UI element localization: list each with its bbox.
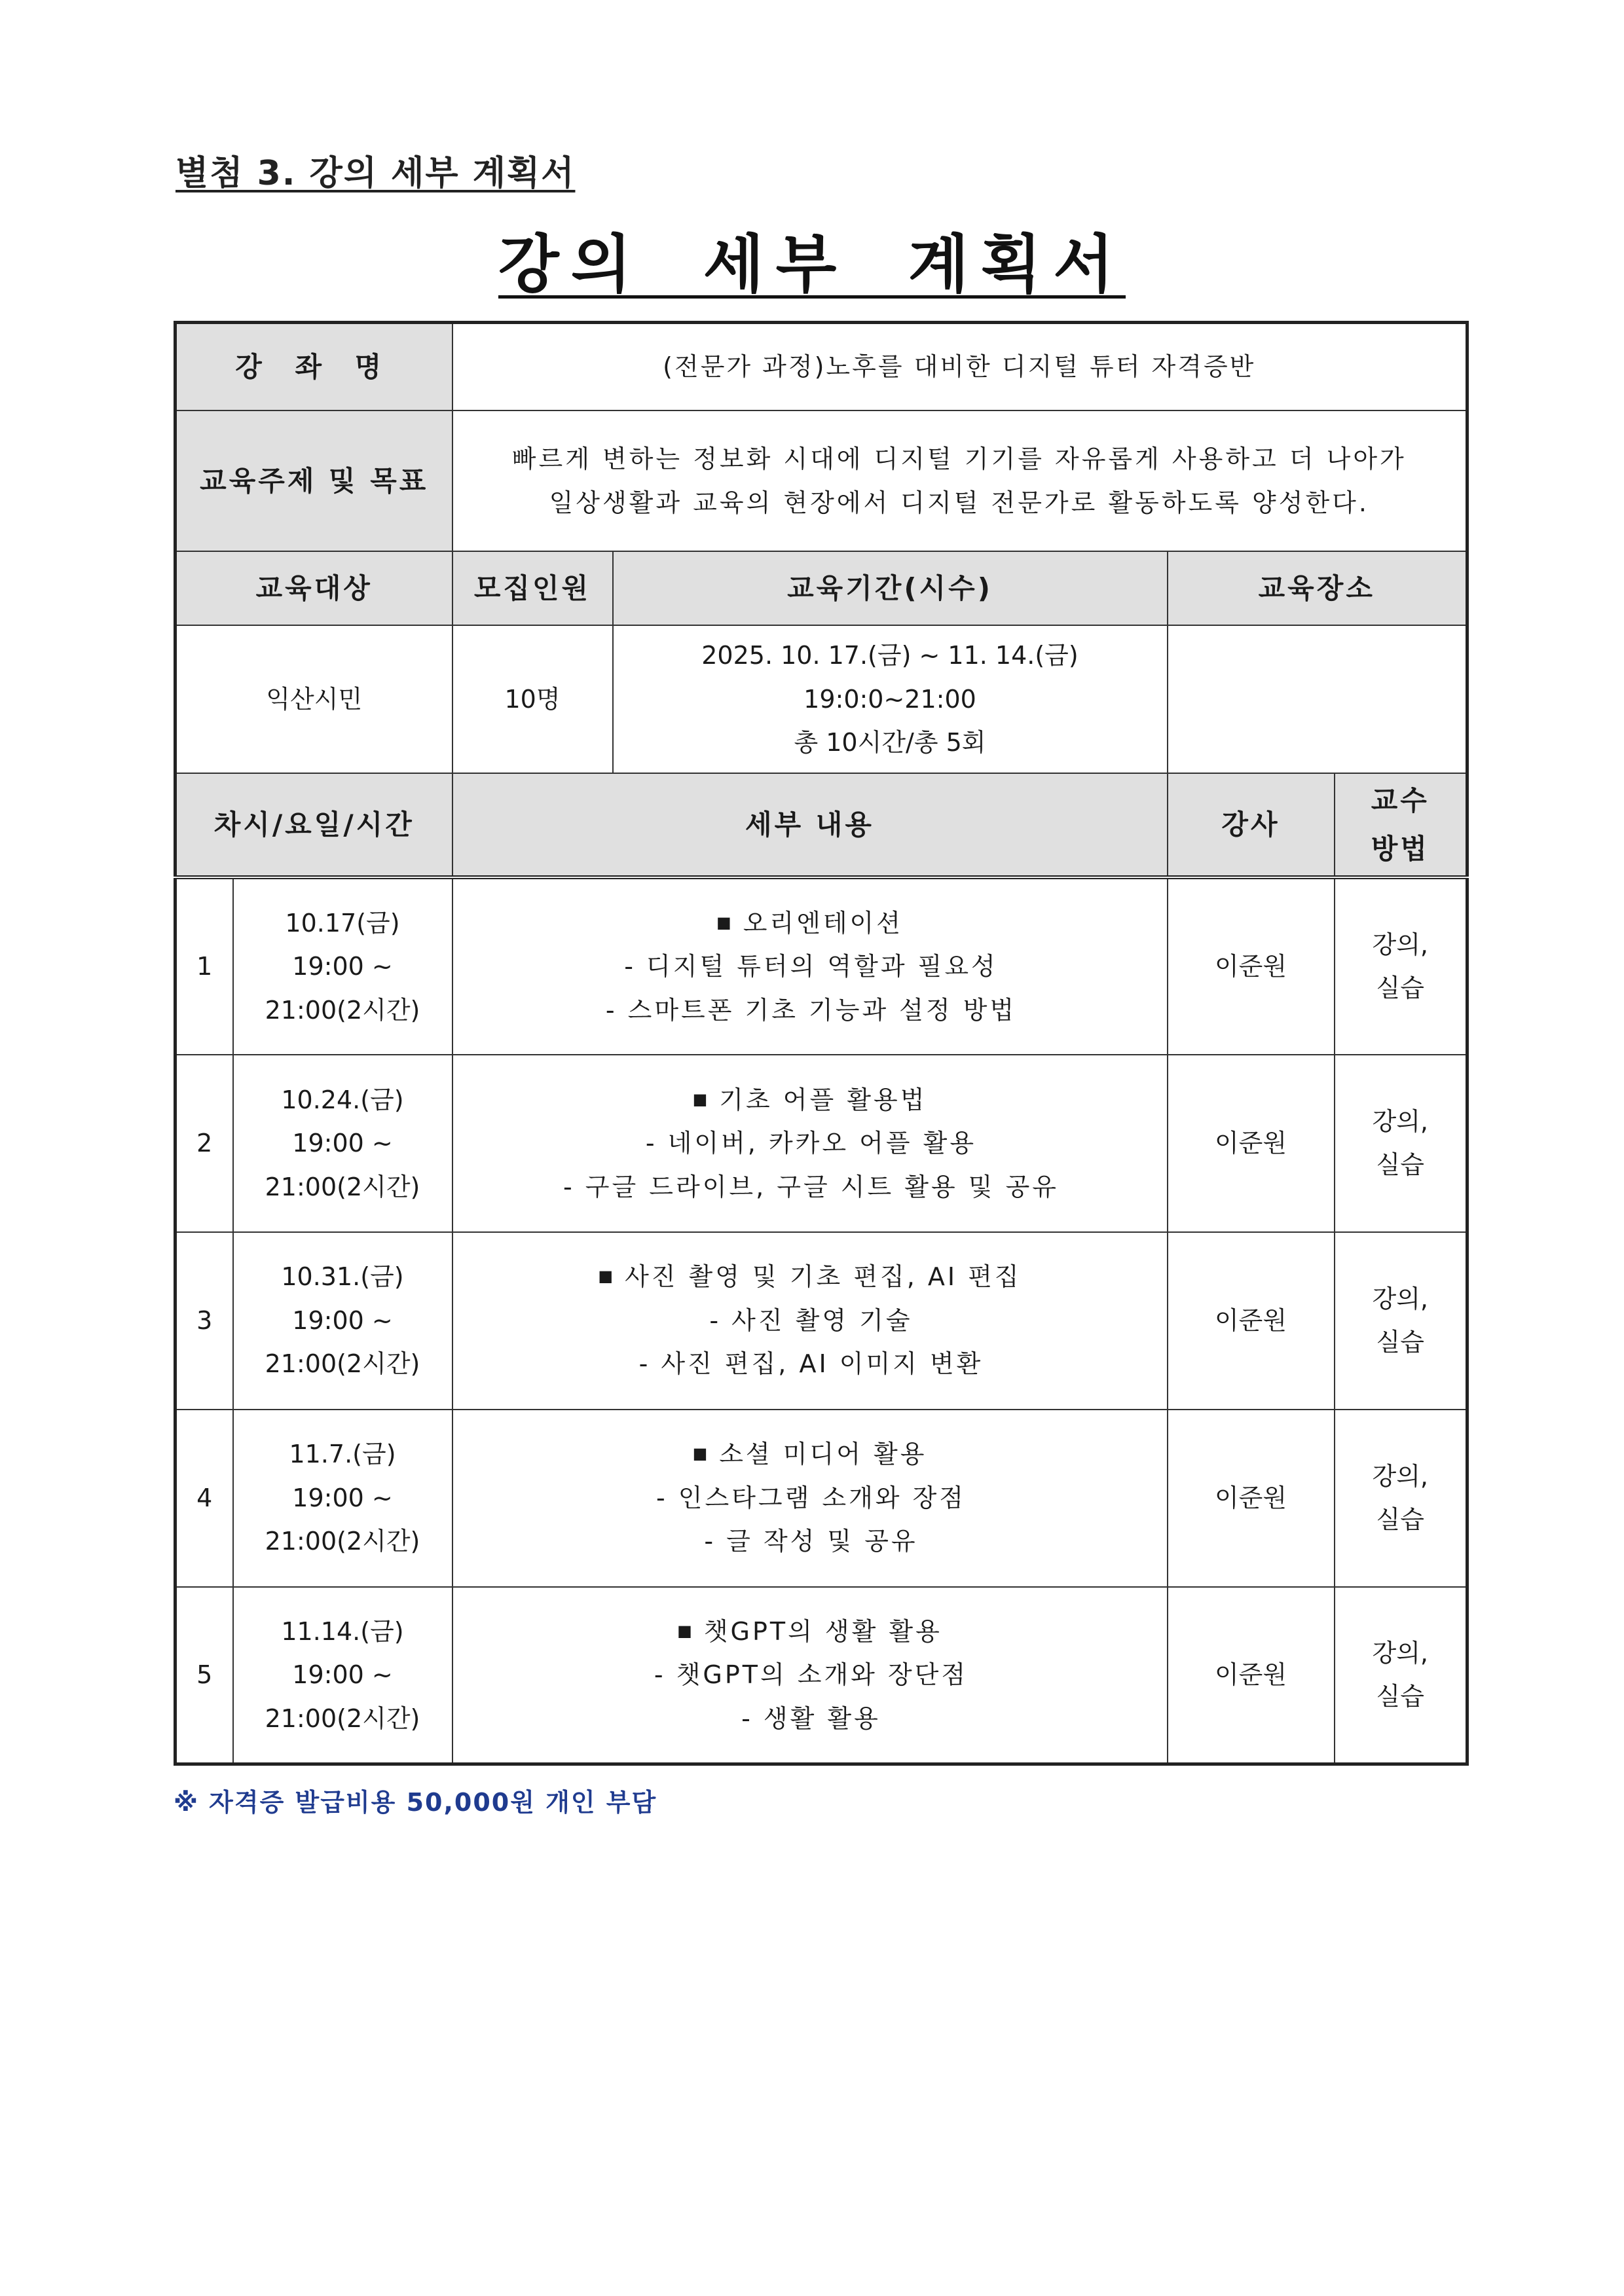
session-instructor: 이준원 [1168,1410,1335,1587]
session-topic: ■ 오리엔테이션 [460,902,1160,945]
session-content [452,1587,1168,1764]
session-item: - 글 작성 및 공유 [704,1527,918,1556]
course-name-label: 강 좌 명 [175,323,452,411]
session-number: 1 [175,877,233,1055]
session-header: 차시/요일/시간 [175,773,452,877]
session-method-line: 실습 [1376,1505,1424,1535]
info-header-row [175,551,1467,625]
session-content [452,1232,1168,1410]
session-date [233,877,452,1055]
schedule-header-row [175,773,1467,877]
target-value: 익산시민 [175,625,452,774]
session-method-line: 실습 [1376,1328,1424,1357]
session-row [175,1232,1467,1410]
session-item: - 인스타그램 소개와 장점 [655,1483,967,1512]
session-method-line: 강의, [1372,1638,1429,1667]
session-topic: ■ 챗GPT의 생활 활용 [460,1610,1160,1654]
session-date-line: 21:00(2시간) [265,995,420,1025]
session-date-line: 21:00(2시간) [265,1349,420,1379]
session-date-line: 10.17(금) [285,908,400,938]
goal-line: 빠르게 변하는 정보화 시대에 디지털 기기를 자유롭게 사용하고 더 나아가 [511,445,1407,474]
session-instructor: 이준원 [1168,1232,1335,1410]
location-header: 교육장소 [1168,551,1467,625]
session-date-line: 19:00 ~ [292,1129,393,1158]
info-value-row [175,625,1467,774]
session-topic: ■ 사진 촬영 및 기초 편집, AI 편집 [460,1255,1160,1299]
session-row [175,1055,1467,1232]
session-date-line: 10.24.(금) [281,1085,404,1114]
period-line: 2025. 10. 17.(금) ~ 11. 14.(금) [701,641,1079,670]
session-date-line: 19:00 ~ [292,1305,393,1335]
session-date-line: 19:00 ~ [292,1660,393,1689]
session-number: 4 [175,1410,233,1587]
session-date-line: 21:00(2시간) [265,1172,420,1201]
document-title [0,215,1624,304]
method-header-line: 방법 [1371,832,1430,865]
session-date-line: 19:00 ~ [292,1483,393,1512]
location-value [1168,625,1467,774]
session-date-line: 11.14.(금) [281,1616,404,1646]
method-header [1335,773,1467,877]
course-name: (전문가 과정)노후를 대비한 디지털 튜터 자격증반 [452,323,1467,411]
session-item: - 사진 촬영 기술 [709,1305,913,1335]
content-header: 세부 내용 [452,773,1168,877]
session-number: 2 [175,1055,233,1232]
session-instructor: 이준원 [1168,1587,1335,1764]
session-method [1335,1587,1467,1764]
session-date [233,1587,452,1764]
instructor-header: 강사 [1168,773,1335,877]
session-method [1335,1055,1467,1232]
session-instructor: 이준원 [1168,877,1335,1055]
session-method-line: 강의, [1372,930,1429,959]
session-date-line: 21:00(2시간) [265,1704,420,1733]
target-header: 교육대상 [175,551,452,625]
session-item: - 생활 활용 [741,1704,881,1733]
goal-row [175,410,1467,551]
capacity-header: 모집인원 [452,551,613,625]
session-item: - 스마트폰 기초 기능과 설정 방법 [605,995,1017,1025]
session-date [233,1055,452,1232]
session-content [452,877,1168,1055]
session-instructor: 이준원 [1168,1055,1335,1232]
session-item: - 디지털 튜터의 역할과 필요성 [624,952,998,981]
attachment-title: 별첨 3. 강의 세부 계획서 [175,154,576,193]
session-date [233,1410,452,1587]
session-method-line: 강의, [1372,1461,1429,1491]
goal-line: 일상생활과 교육의 현장에서 디지털 전문가로 활동하도록 양성한다. [549,488,1369,517]
session-row [175,877,1467,1055]
period-line: 총 10시간/총 5회 [794,728,986,757]
session-row [175,1587,1467,1764]
session-item: - 구글 드라이브, 구글 시트 활용 및 공유 [563,1172,1059,1201]
session-row [175,1410,1467,1587]
method-header-line: 교수 [1371,784,1430,817]
session-method-line: 실습 [1376,974,1424,1003]
document-title-text: 강의 세부 계획서 [498,228,1126,301]
session-date [233,1232,452,1410]
session-topic: ■ 소셜 미디어 활용 [460,1432,1160,1476]
goal-label: 교육주제 및 목표 [175,410,452,551]
session-item: - 네이버, 카카오 어플 활용 [645,1129,977,1158]
session-method-line: 강의, [1372,1106,1429,1136]
session-content [452,1410,1168,1587]
session-method-line: 실습 [1376,1150,1424,1180]
session-method-line: 실습 [1376,1682,1424,1711]
session-method [1335,1410,1467,1587]
goal-text [452,410,1467,551]
lecture-plan-table [174,321,1469,1766]
fee-note: ※ 자격증 발급비용 50,000원 개인 부담 [174,1788,657,1817]
session-method [1335,1232,1467,1410]
session-content [452,1055,1168,1232]
period-header: 교육기간(시수) [613,551,1168,625]
session-topic: ■ 기초 어플 활용법 [460,1078,1160,1122]
session-date-line: 21:00(2시간) [265,1527,420,1556]
course-name-row [175,323,1467,411]
session-item: - 챗GPT의 소개와 장단점 [654,1660,969,1689]
session-method [1335,877,1467,1055]
session-number: 5 [175,1587,233,1764]
period-value [613,625,1168,774]
session-number: 3 [175,1232,233,1410]
session-item: - 사진 편집, AI 이미지 변환 [638,1349,984,1379]
capacity-value: 10명 [452,625,613,774]
session-date-line: 11.7.(금) [289,1440,396,1469]
period-line: 19:0:0~21:00 [803,684,976,714]
session-date-line: 10.31.(금) [281,1262,404,1292]
session-date-line: 19:00 ~ [292,952,393,981]
session-method-line: 강의, [1372,1284,1429,1313]
